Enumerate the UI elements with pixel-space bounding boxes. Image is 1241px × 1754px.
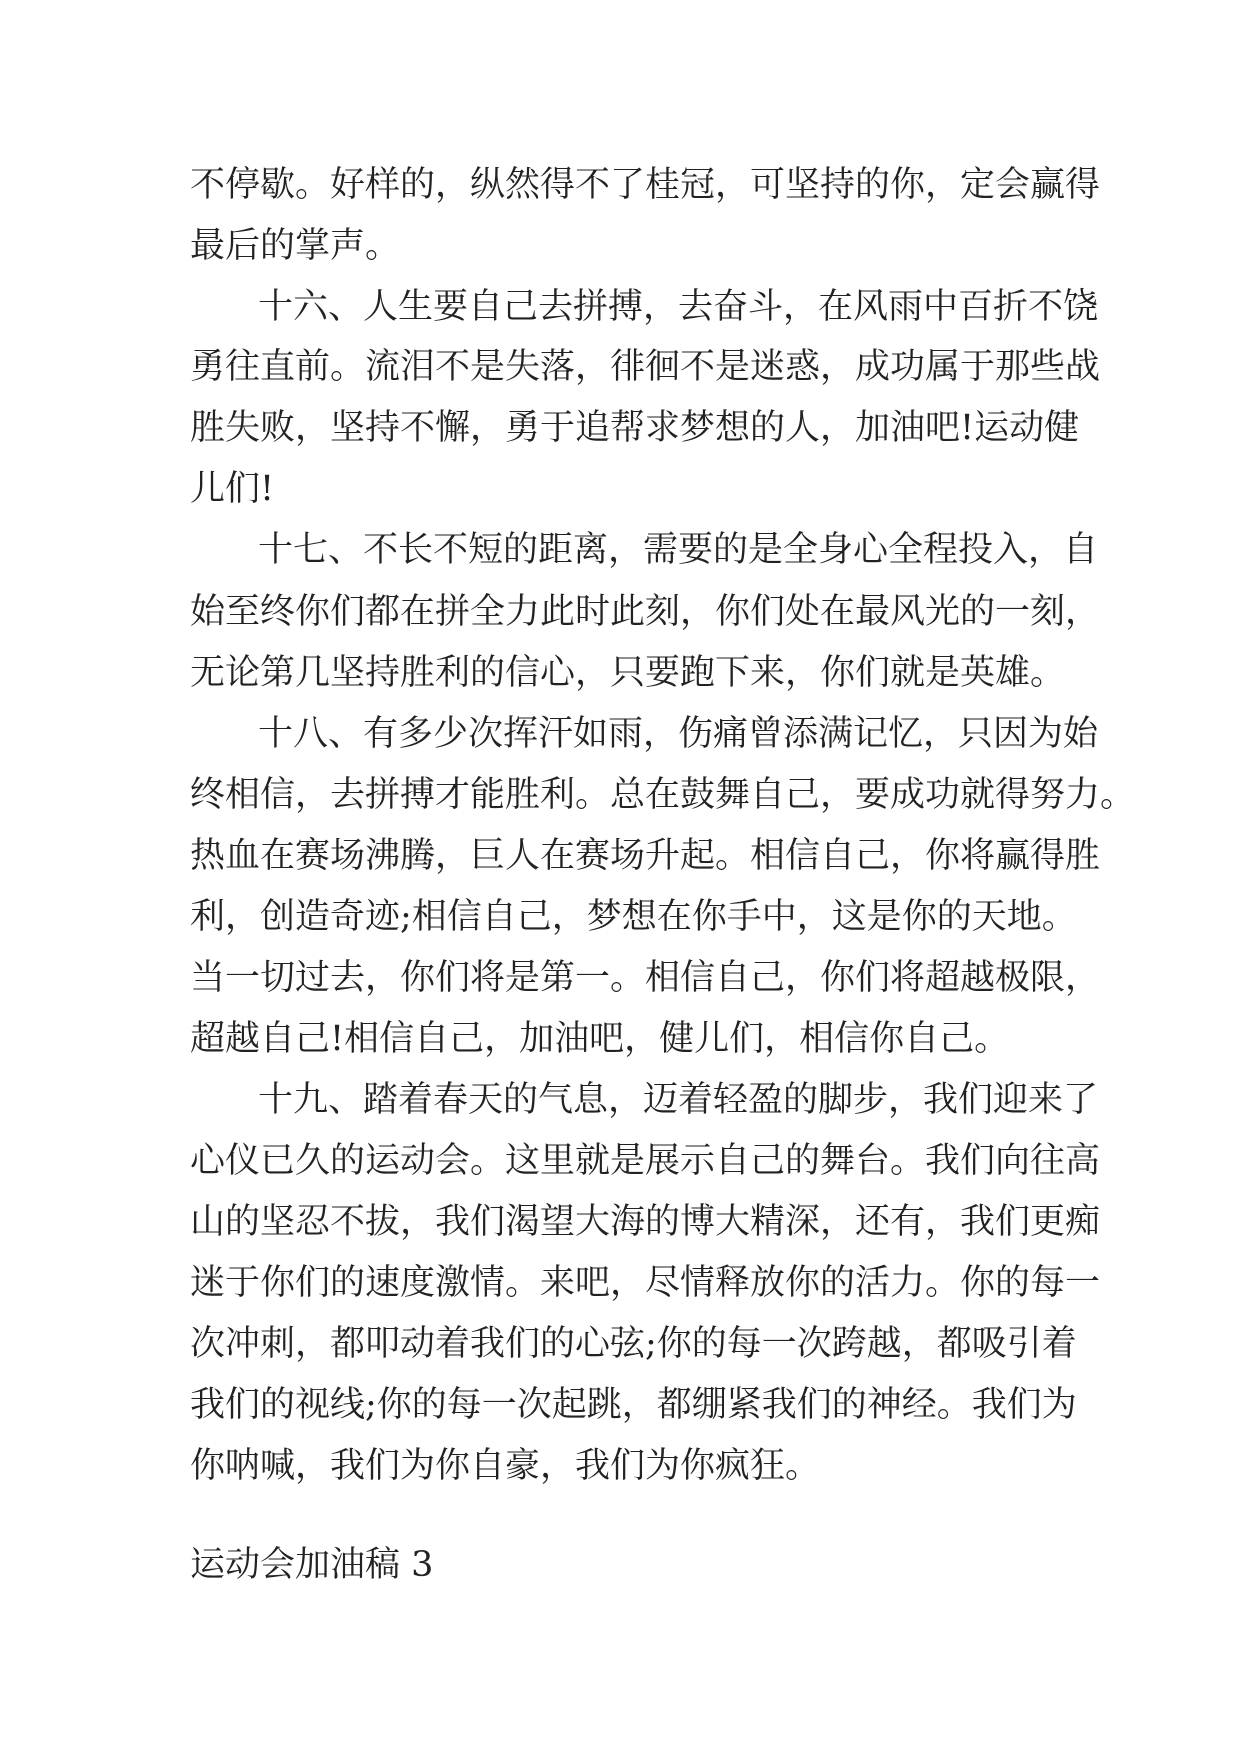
text-line: 当一切过去，你们将是第一。相信自己，你们将超越极限， [190, 958, 1101, 998]
text-line: 胜失败，坚持不懈，勇于追帮求梦想的人，加油吧!运动健 [190, 408, 1080, 448]
text-line: 山的坚忍不拔，我们渴望大海的博大精深，还有，我们更痴 [190, 1202, 1101, 1242]
paragraph-start-line: 十七、不长不短的距离，需要的是全身心全程投入，自 [258, 530, 1099, 570]
text-line: 迷于你们的速度激情。来吧，尽情释放你的活力。你的每一 [190, 1263, 1101, 1303]
text-line: 热血在赛场沸腾，巨人在赛场升起。相信自己，你将赢得胜 [190, 836, 1101, 876]
text-line: 无论第几坚持胜利的信心，只要跑下来，你们就是英雄。 [190, 653, 1066, 693]
text-line: 终相信，去拼搏才能胜利。总在鼓舞自己，要成功就得努力。 [190, 775, 1136, 815]
text-line: 最后的掌声。 [190, 226, 401, 266]
text-line: 利，创造奇迹;相信自己，梦想在你手中，这是你的天地。 [190, 897, 1077, 937]
text-line: 心仪已久的运动会。这里就是展示自己的舞台。我们向往高 [190, 1141, 1101, 1181]
paragraph-start-line: 十六、人生要自己去拼搏，去奋斗，在风雨中百折不饶 [258, 287, 1099, 327]
paragraph-start-line: 十八、有多少次挥汗如雨，伤痛曾添满记忆，只因为始 [258, 714, 1099, 754]
text-line: 次冲刺，都叩动着我们的心弦;你的每一次跨越，都吸引着 [190, 1324, 1077, 1364]
text-line: 不停歇。好样的，纵然得不了桂冠，可坚持的你，定会赢得 [190, 165, 1101, 205]
text-line: 超越自己!相信自己，加油吧，健儿们，相信你自己。 [190, 1019, 1010, 1059]
text-line: 我们的视线;你的每一次起跳，都绷紧我们的神经。我们为 [190, 1385, 1077, 1425]
text-line: 你呐喊，我们为你自豪，我们为你疯狂。 [190, 1446, 821, 1486]
paragraph-start-line: 十九、踏着春天的气息，迈着轻盈的脚步，我们迎来了 [258, 1080, 1099, 1120]
text-line: 始至终你们都在拼全力此时此刻，你们处在最风光的一刻， [190, 592, 1101, 632]
text-line: 勇往直前。流泪不是失落，徘徊不是迷惑，成功属于那些战 [190, 347, 1101, 387]
section-heading: 运动会加油稿 3 [190, 1545, 434, 1585]
text-line: 儿们! [190, 469, 275, 509]
